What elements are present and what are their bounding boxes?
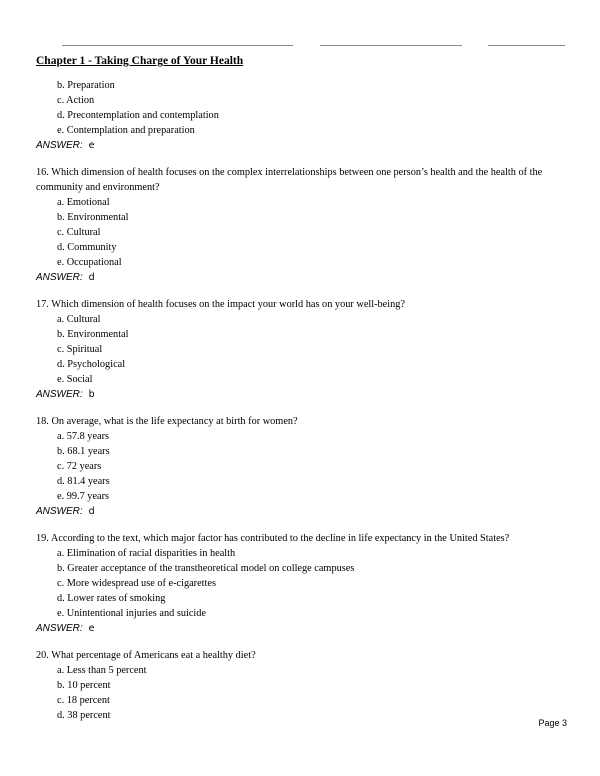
answer-option: d. Precontemplation and contemplation <box>57 110 219 121</box>
answer-option: d. 38 percent <box>57 710 111 721</box>
chapter-title: Chapter 1 - Taking Charge of Your Health <box>36 55 244 67</box>
answer-option: d. Psychological <box>57 359 126 370</box>
answer-option: d. Community <box>57 242 117 253</box>
answer-option: b. Environmental <box>57 329 129 340</box>
answer-prefix: ANSWER: <box>36 389 83 400</box>
question-block <box>36 165 558 285</box>
answer-value: d <box>88 506 95 517</box>
answer-option: a. Emotional <box>57 197 110 208</box>
question-block <box>36 414 558 519</box>
answer-value: e <box>88 140 95 151</box>
header-blank-line-3 <box>488 45 565 46</box>
answer-option: c. More widespread use of e-cigarettes <box>57 578 216 589</box>
answer-option: e. Contemplation and preparation <box>57 125 195 136</box>
answer-option: a. Less than 5 percent <box>57 665 147 676</box>
answer-option: e. Occupational <box>57 257 122 268</box>
answer-option: b. 10 percent <box>57 680 111 691</box>
header-blank-line-1 <box>62 45 293 46</box>
question-text: 19. According to the text, which major factor has contributed to the decline in life expectancy in the United States? <box>36 533 510 544</box>
answer-option: c. Cultural <box>57 227 101 238</box>
question-text: 17. Which dimension of health focuses on the impact your world has on your well-being? <box>36 299 405 310</box>
answer-line <box>36 504 558 519</box>
answer-value: d <box>88 272 95 283</box>
question-block <box>36 648 558 723</box>
question-text: 20. What percentage of Americans eat a healthy diet? <box>36 650 256 661</box>
answer-prefix: ANSWER: <box>36 140 83 151</box>
answer-option: c. Action <box>57 95 95 106</box>
answer-option: a. 57.8 years <box>57 431 110 442</box>
question-block <box>36 297 558 402</box>
answer-line <box>36 621 558 636</box>
answer-option: e. 99.7 years <box>57 491 110 502</box>
answer-option: b. Preparation <box>57 80 115 91</box>
answer-option: a. Cultural <box>57 314 101 325</box>
answer-option: e. Unintentional injuries and suicide <box>57 608 206 619</box>
answer-option: e. Social <box>57 374 93 385</box>
answer-line <box>36 270 558 285</box>
answer-line <box>36 138 558 153</box>
answer-line <box>36 387 558 402</box>
answer-prefix: ANSWER: <box>36 272 83 283</box>
document-body <box>36 78 558 723</box>
answer-option: d. Lower rates of smoking <box>57 593 166 604</box>
answer-option: a. Elimination of racial disparities in health <box>57 548 236 559</box>
question-text: 16. Which dimension of health focuses on the complex interrelationships between one person’s health and the health of the community and environment? <box>36 167 543 193</box>
answer-value: e <box>88 623 95 634</box>
answer-prefix: ANSWER: <box>36 623 83 634</box>
answer-option: b. Greater acceptance of the transtheoretical model on college campuses <box>57 563 355 574</box>
answer-value: b <box>88 389 95 400</box>
header-blank-line-2 <box>320 45 462 46</box>
answer-option: d. 81.4 years <box>57 476 110 487</box>
continued-options-block <box>36 78 558 153</box>
answer-option: c. 72 years <box>57 461 102 472</box>
answer-option: c. 18 percent <box>57 695 110 706</box>
question-text: 18. On average, what is the life expectancy at birth for women? <box>36 416 298 427</box>
answer-option: b. 68.1 years <box>57 446 110 457</box>
answer-prefix: ANSWER: <box>36 506 83 517</box>
answer-option: b. Environmental <box>57 212 129 223</box>
page-number: Page 3 <box>538 718 567 728</box>
question-block <box>36 531 558 636</box>
answer-option: c. Spiritual <box>57 344 103 355</box>
header-blank-lines <box>62 45 565 46</box>
